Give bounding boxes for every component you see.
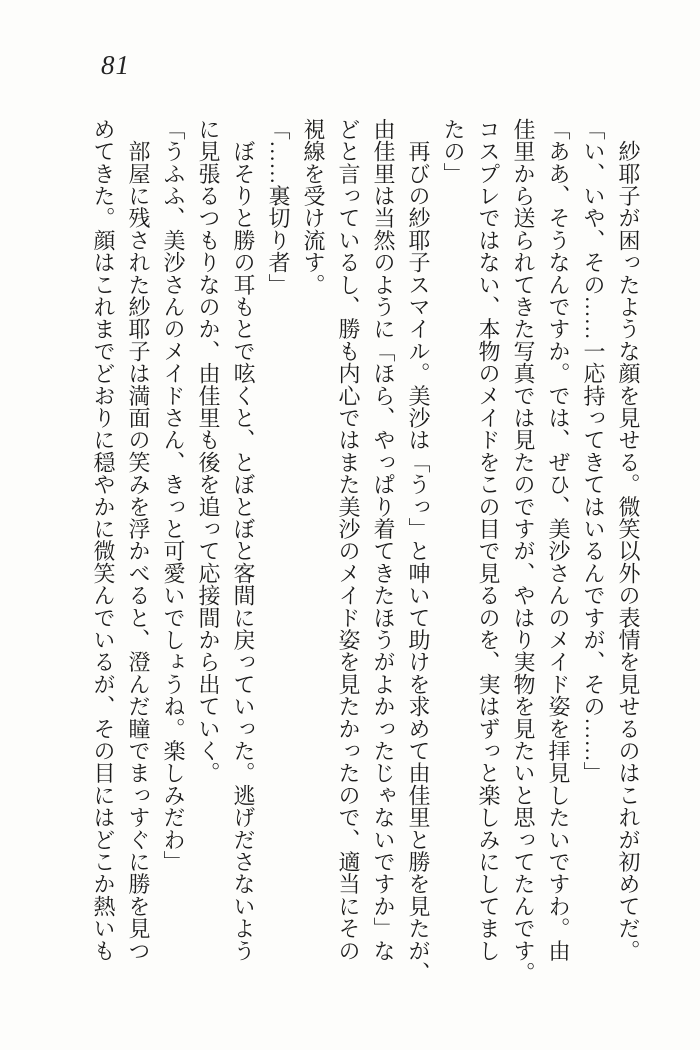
text-line: 部屋に残された紗耶子は満面の笑みを浮かべると、澄んだ瞳でまっすぐに勝を見つ — [126, 118, 151, 962]
text-line: 「……裏切り者」 — [266, 118, 291, 296]
text-line: 再びの紗耶子スマイル。美沙は「うっ」と呻いて助けを求めて由佳里と勝を見たが、 — [406, 118, 431, 984]
text-line: たの」 — [441, 118, 466, 185]
text-line: 由佳里は当然のように「ほら、やっぱり着てきたほうがよかったじゃないですか」な — [371, 118, 396, 962]
text-line: に見張るつもりなのか、由佳里も後を追って応接間から出ていく。 — [196, 118, 221, 784]
text-line: 紗耶子が困ったような顔を見せる。微笑以外の表情を見せるのはこれが初めてだ。 — [616, 118, 641, 962]
text-line: 視線を受け流す。 — [301, 118, 326, 296]
text-line: 「ああ、そうなんですか。では、ぜひ、美沙さんのメイド姿を拝見したいですわ。由 — [546, 118, 571, 962]
text-line: 「い、いや、その……一応持ってきてはいるんですが、その……」 — [581, 118, 606, 784]
text-line: どと言っているし、勝も内心ではまた美沙のメイド姿を見たかったので、適当にその — [336, 118, 361, 962]
page-number: 81 — [101, 50, 130, 80]
text-line: 「うふふ、美沙さんのメイドさん、きっと可愛いでしょうね。楽しみだわ」 — [161, 118, 186, 873]
text-line: 佳里から送られてきた写真では見たのですが、やはり実物を見たいと思ってたんです。 — [511, 118, 536, 984]
vertical-text-block — [86, 118, 646, 1003]
text-line: めてきた。顔はこれまでどおりに穏やかに微笑んでいるが、その目にはどこか熱いも — [91, 118, 116, 962]
text-line: コスプレではない、本物のメイドをこの目で見るのを、実はずっと楽しみにしてまし — [476, 118, 501, 962]
text-line: ぼそりと勝の耳もとで呟くと、とぼとぼと客間に戻っていった。逃げださないよう — [231, 118, 256, 962]
